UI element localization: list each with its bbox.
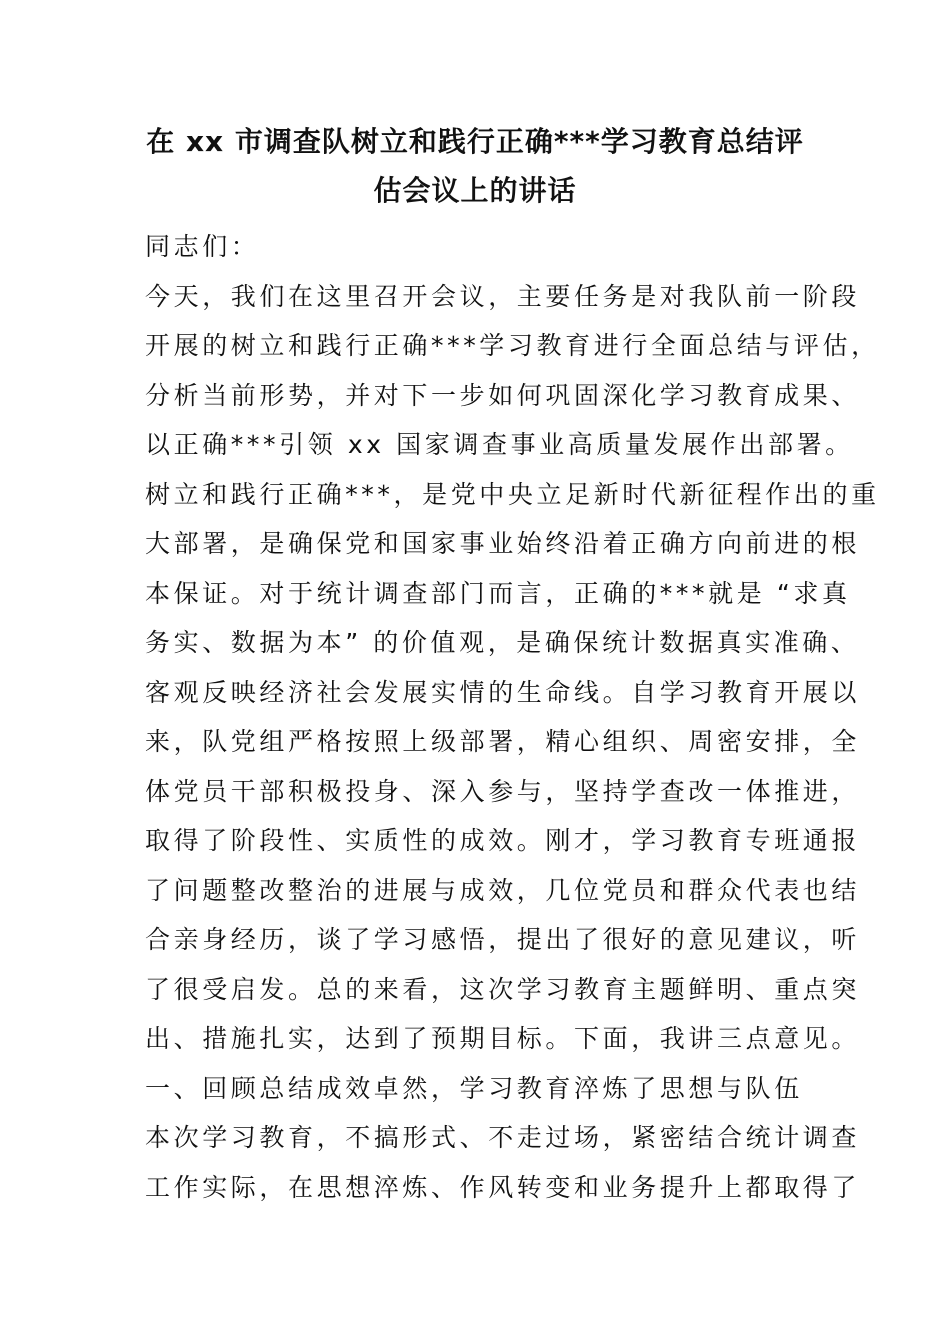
body-line: 来，队党组严格按照上级部署，精心组织、周密安排，全 xyxy=(145,727,861,756)
body-line: 以正确***引领 xx 国家调查事业高质量发展作出部署。 xyxy=(145,430,854,459)
body-line: 了问题整改整治的进展与成效，几位党员和群众代表也结 xyxy=(145,875,861,905)
body-line: 客观反映经济社会发展实情的生命线。自学习教育开展以 xyxy=(145,677,861,707)
body-line: 开展的树立和践行正确***学习教育进行全面总结与评估， xyxy=(145,331,880,360)
body-line: 分析当前形势，并对下一步如何巩固深化学习教育成果、 xyxy=(145,380,861,410)
body-line: 了很受启发。总的来看，这次学习教育主题鲜明、重点突 xyxy=(145,974,861,1004)
body-line: 体党员干部积极投身、深入参与，坚持学查改一体推进， xyxy=(145,776,861,806)
body-line: 今天，我们在这里召开会议，主要任务是对我队前一阶段 xyxy=(145,281,861,311)
body-line: 同志们： xyxy=(145,232,260,261)
body-line: 树立和践行正确***，是党中央立足新时代新征程作出的重 xyxy=(145,479,880,509)
body-line: 工作实际，在思想淬炼、作风转变和业务提升上都取得了 xyxy=(145,1172,861,1202)
body-line: 务实、数据为本” 的价值观，是确保统计数据真实准确、 xyxy=(145,628,860,657)
body-line: 取得了阶段性、实质性的成效。刚才，学习教育专班通报 xyxy=(145,826,861,855)
document-body xyxy=(145,222,880,1212)
body-line: 合亲身经历，谈了学习感悟，提出了很好的意见建议，听 xyxy=(145,925,861,954)
body-line: 出、措施扎实，达到了预期目标。下面，我讲三点意见。 xyxy=(145,1024,861,1053)
body-line: 本保证。对于统计调查部门而言，正确的***就是 “求真 xyxy=(145,578,851,608)
section-heading: 一、回顾总结成效卓然，学习教育淬炼了思想与队伍 xyxy=(145,1073,803,1103)
document-title-line-2: 估会议上的讲话 xyxy=(373,174,577,207)
body-line: 本次学习教育，不搞形式、不走过场，紧密结合统计调查 xyxy=(145,1123,861,1152)
body-line: 大部署，是确保党和国家事业始终沿着正确方向前进的根 xyxy=(145,529,861,558)
document-title-line-1: 在 xx 市调查队树立和践行正确***学习教育总结评 xyxy=(146,125,804,158)
